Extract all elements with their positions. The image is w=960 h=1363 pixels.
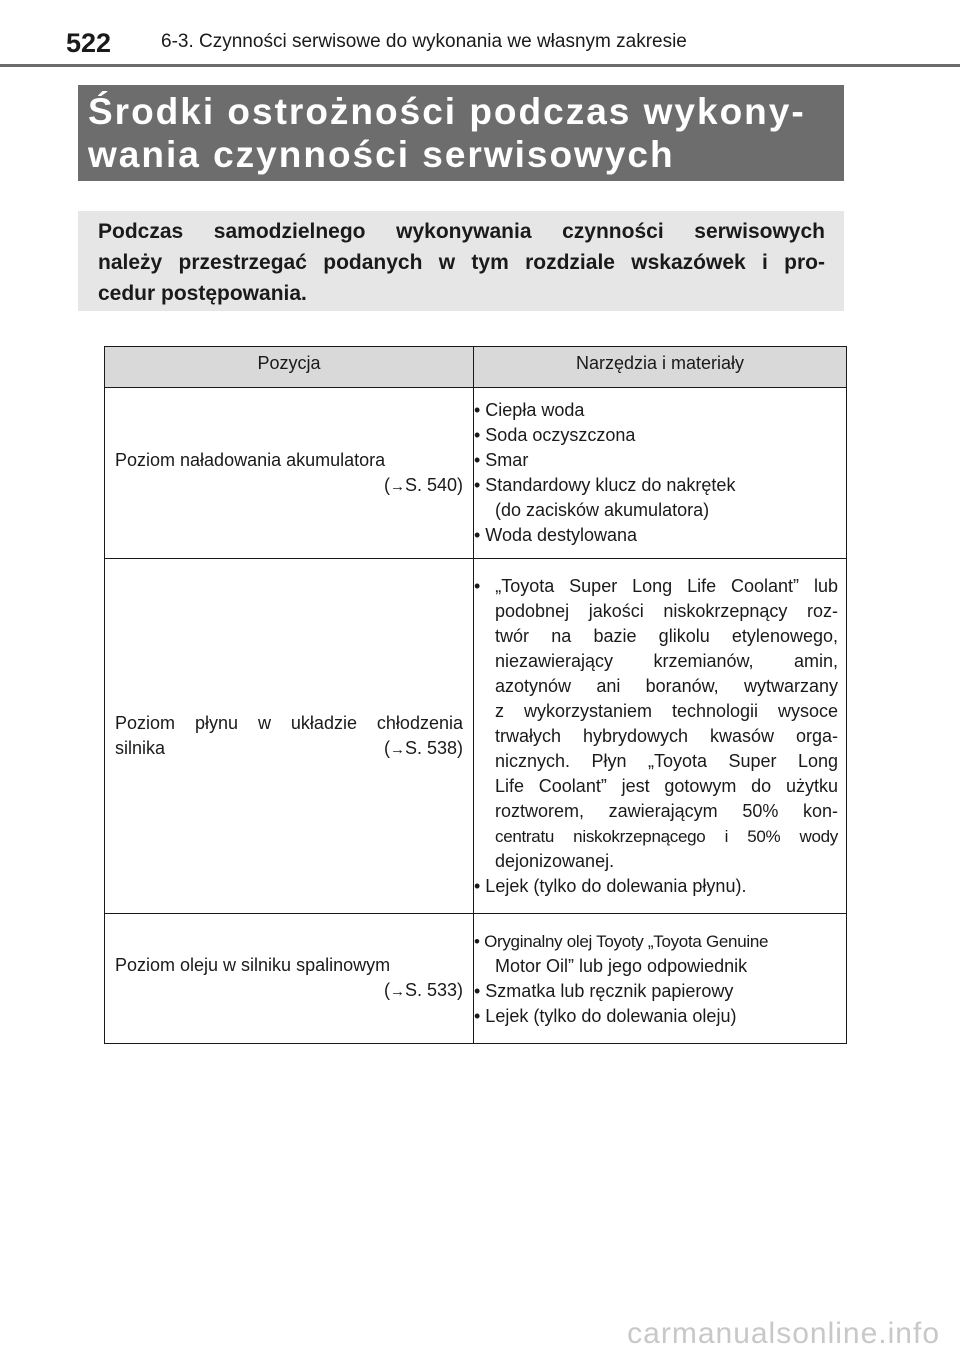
list-item-continuation: Motor Oil” lub jego odpowiednik bbox=[495, 955, 748, 976]
list-item-continuation: (do zacisków akumulatora) bbox=[495, 500, 710, 520]
item-cell bbox=[105, 388, 474, 559]
header-divider bbox=[0, 64, 960, 67]
intro-line3: cedur postępowania. bbox=[98, 282, 307, 305]
list-item: • Oryginalny olej Toyoty „Toyota Genuine bbox=[474, 931, 769, 951]
section-title: 6-3. Czynności serwisowe do wykonania we własnym zakresie bbox=[161, 31, 687, 52]
column-header-tools: Narzędzia i materiały bbox=[474, 347, 847, 388]
tools-cell bbox=[474, 559, 847, 914]
intro-line1: Podczas samodzielnego wykonywania czynności serwisowych bbox=[98, 220, 825, 243]
list-item-continuation: podobnej jakości niskokrzepnący roz- bbox=[495, 600, 838, 621]
list-item-continuation: azotynów ani boranów, wytwarzany bbox=[495, 675, 838, 696]
intro-box bbox=[78, 211, 844, 311]
arrow-right-icon: → bbox=[389, 477, 405, 495]
list-item: • Woda destylowana bbox=[474, 525, 638, 545]
page-title-line2: wania czynności serwisowych bbox=[88, 134, 675, 175]
list-item-continuation: centratu niskokrzepnącego i 50% wody bbox=[495, 826, 838, 846]
list-item: • Lejek (tylko do dolewania płynu). bbox=[474, 875, 747, 896]
item-name: Poziom naładowania akumulatora bbox=[115, 449, 386, 470]
page-title-line1: Środki ostrożności podczas wykony- bbox=[88, 91, 806, 132]
table-header-row bbox=[105, 347, 847, 388]
tools-table bbox=[104, 346, 847, 1044]
list-item-continuation: twór na bazie glikolu etylenowego, bbox=[495, 625, 838, 646]
list-item-continuation: z wykorzystaniem technologii wysoce bbox=[495, 700, 838, 721]
page-number: 522 bbox=[66, 28, 112, 58]
item-name: Poziom oleju w silniku spalinowym bbox=[115, 955, 391, 975]
item-cell bbox=[105, 559, 474, 914]
item-cell bbox=[105, 914, 474, 1044]
list-item: • Smar bbox=[474, 450, 529, 470]
item-name: Poziom płynu w układzie chłodzenia bbox=[115, 712, 463, 733]
list-item-continuation: Life Coolant” jest gotowym do użytku bbox=[495, 775, 838, 796]
list-item-continuation: niezawierający krzemianów, amin, bbox=[495, 650, 838, 671]
column-header-item: Pozycja bbox=[105, 347, 474, 388]
list-item: • Soda oczyszczona bbox=[474, 425, 636, 445]
intro-line2: należy przestrzegać podanych w tym rozdziale wskazówek i pro- bbox=[98, 251, 825, 274]
page-reference: (→S. 533) bbox=[383, 980, 463, 1000]
page-header bbox=[58, 22, 918, 60]
watermark: carmanualsonline.info bbox=[627, 1317, 940, 1350]
list-item-continuation: trwałych hybrydowych kwasów orga- bbox=[495, 725, 838, 746]
list-item-continuation: dejonizowanej. bbox=[495, 850, 615, 871]
table-row bbox=[105, 388, 847, 559]
table-row bbox=[105, 914, 847, 1044]
list-item: • Szmatka lub ręcznik papierowy bbox=[474, 980, 734, 1001]
table-row bbox=[105, 559, 847, 914]
list-item: • Standardowy klucz do nakrętek bbox=[474, 475, 736, 495]
page-title bbox=[78, 85, 844, 181]
list-item-continuation: roztworem, zawierającym 50% kon- bbox=[495, 800, 838, 821]
list-item-continuation: nicznych. Płyn „Toyota Super Long bbox=[495, 750, 838, 771]
arrow-right-icon: → bbox=[389, 983, 405, 1000]
tools-cell bbox=[474, 388, 847, 559]
tools-cell bbox=[474, 914, 847, 1044]
arrow-right-icon: → bbox=[389, 740, 405, 758]
list-item: • Ciepła woda bbox=[474, 400, 585, 420]
list-item: • „Toyota Super Long Life Coolant” lub bbox=[474, 575, 838, 596]
page-reference: silnika (→S. 538) bbox=[115, 737, 463, 758]
list-item: • Lejek (tylko do dolewania oleju) bbox=[474, 1005, 737, 1026]
page-reference: (→S. 540) bbox=[383, 474, 463, 495]
